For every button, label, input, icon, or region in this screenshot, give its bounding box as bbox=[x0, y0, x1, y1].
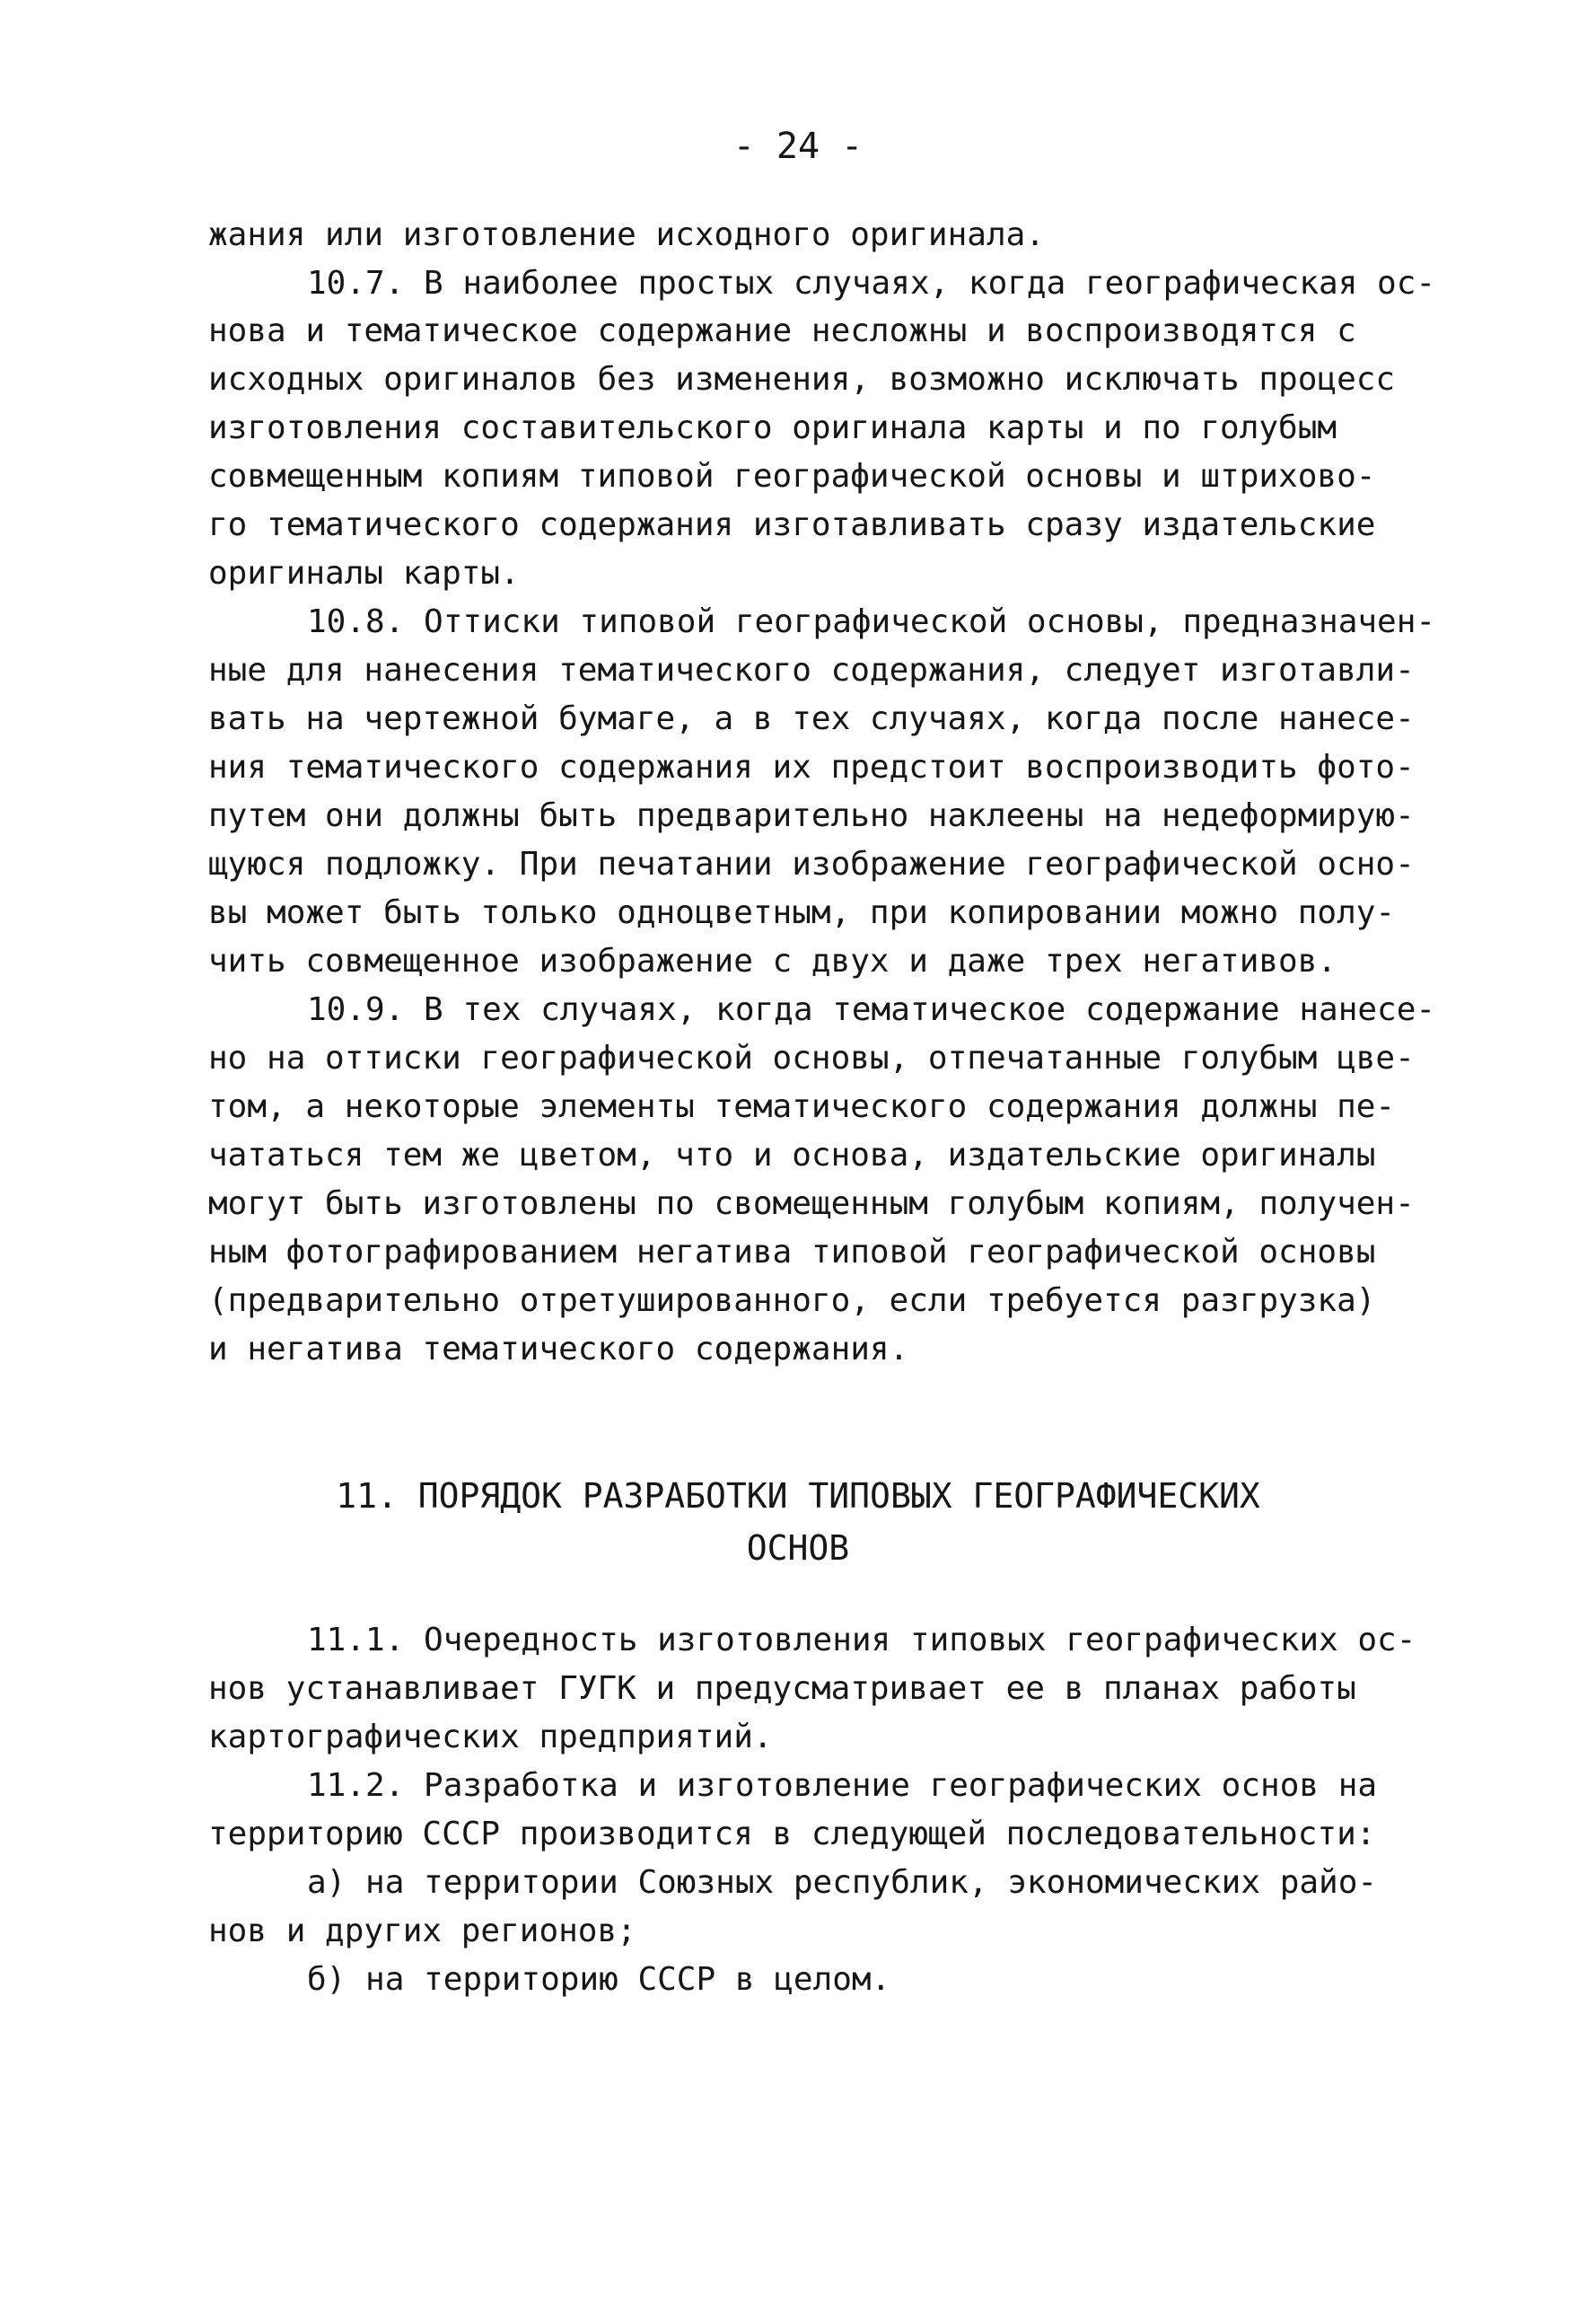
text-line: ния тематического содержания их предстоит воспроизводить фото- bbox=[208, 749, 1415, 786]
text-line: нова и тематическое содержание несложны и воспроизводятся с bbox=[208, 312, 1356, 349]
text-line: (предварительно отретушированного, если требуется разгрузка) bbox=[208, 1282, 1376, 1319]
text-line: ные для нанесения тематического содержания, следует изготавли- bbox=[208, 652, 1415, 689]
text-line: ным фотографированием негатива типовой географической основы bbox=[208, 1234, 1376, 1271]
page-number: - 24 - bbox=[732, 126, 864, 167]
text-line: вать на чертежной бумаге, а в тех случаях, когда после нанесе- bbox=[208, 700, 1415, 737]
text-line: могут быть изготовлены по свомещенным голубым копиям, получен- bbox=[208, 1185, 1415, 1222]
text-line: территорию СССР производится в следующей последовательности: bbox=[208, 1816, 1376, 1852]
text-line: жания или изготовление исходного оригинала. bbox=[208, 216, 1045, 253]
text-line: б) на территорию СССР в целом. bbox=[307, 1961, 891, 1998]
text-line: исходных оригиналов без изменения, возможно исключать процесс bbox=[208, 361, 1396, 398]
text-line: чить совмещенное изображение с двух и даже трех негативов. bbox=[208, 943, 1337, 980]
text-line: 11.1. Очередность изготовления типовых географических ос- bbox=[307, 1622, 1416, 1658]
text-line: том, а некоторые элементы тематического содержания должны пе- bbox=[208, 1088, 1396, 1125]
text-line: нов и других регионов; bbox=[208, 1913, 636, 1949]
section-heading-line1: 11. ПОРЯДОК РАЗРАБОТКИ ТИПОВЫХ ГЕОГРАФИЧЕСКИХ bbox=[336, 1476, 1260, 1516]
text-line: чататься тем же цветом, что и основа, издательские оригиналы bbox=[208, 1137, 1376, 1174]
text-line: щуюся подложку. При печатании изображение географической осно- bbox=[208, 846, 1415, 883]
text-line: го тематического содержания изготавливать сразу издательские bbox=[208, 506, 1376, 543]
text-line: путем они должны быть предварительно наклеены на недеформирую- bbox=[208, 797, 1415, 834]
section-heading-line2: ОСНОВ bbox=[746, 1528, 850, 1568]
text-line: совмещенным копиям типовой географической основы и штрихово- bbox=[208, 458, 1376, 495]
text-line: 10.8. Оттиски типовой географической основы, предназначен- bbox=[307, 603, 1436, 640]
text-line: нов устанавливает ГУГК и предусматривает ее в планах работы bbox=[208, 1670, 1356, 1707]
text-line: 10.7. В наиболее простых случаях, когда географическая ос- bbox=[307, 265, 1436, 302]
text-line: но на оттиски географической основы, отпечатанные голубым цве- bbox=[208, 1040, 1415, 1077]
text-line: 10.9. В тех случаях, когда тематическое содержание нанесе- bbox=[307, 991, 1436, 1028]
text-line: 11.2. Разработка и изготовление географических основ на bbox=[307, 1767, 1378, 1804]
text-line: и негатива тематического содержания. bbox=[208, 1331, 909, 1368]
text-line: изготовления составительского оригинала карты и по голубым bbox=[208, 409, 1337, 446]
text-line: вы может быть только одноцветным, при копировании можно полу- bbox=[208, 894, 1396, 931]
text-line: а) на территории Союзных республик, экономических райо- bbox=[307, 1864, 1378, 1901]
text-line: оригиналы карты. bbox=[208, 555, 520, 592]
text-line: картографических предприятий. bbox=[208, 1719, 773, 1755]
